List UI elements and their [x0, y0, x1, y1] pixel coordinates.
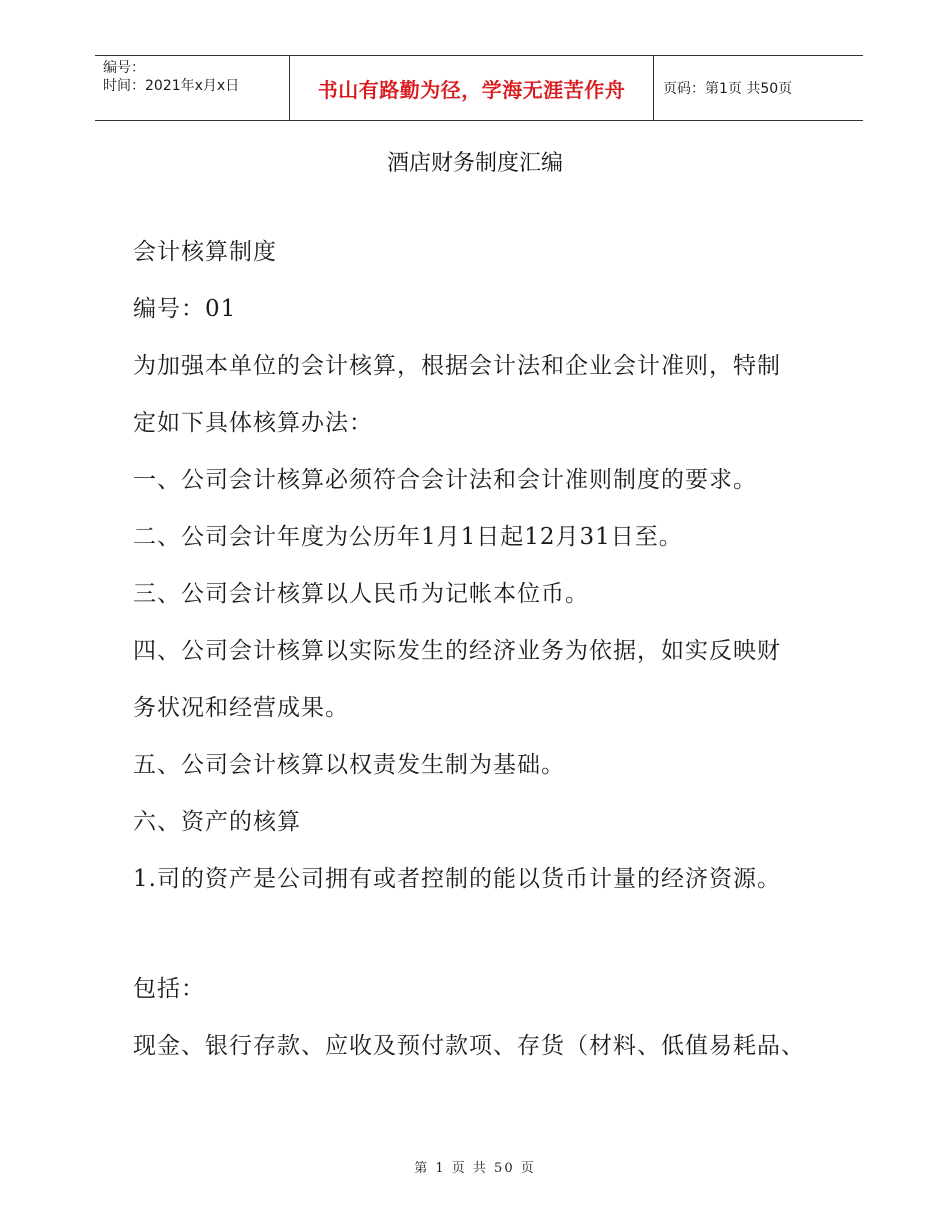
- clause-6-item-1: 1.司的资产是公司拥有或者控制的能以货币计量的经济资源。: [133, 866, 781, 892]
- page-header: [95, 55, 863, 121]
- document-number: 编号：01: [133, 296, 237, 322]
- clause-3: 三、公司会计核算以人民币为记帐本位币。: [133, 581, 589, 607]
- time-label: 时间：2021年x月x日: [103, 78, 240, 94]
- clause-6: 六、资产的核算: [133, 809, 301, 835]
- header-meta: [95, 56, 290, 120]
- clause-4: 四、公司会计核算以实际发生的经济业务为依据，如实反映财: [133, 638, 781, 664]
- clause-2: 二、公司会计年度为公历年1月1日起12月31日至。: [133, 524, 683, 550]
- header-page-info: 页码：第1页 共50页: [663, 81, 793, 97]
- paragraph-line: 为加强本单位的会计核算，根据会计法和企业会计准则，特制: [133, 353, 781, 379]
- section-heading: 会计核算制度: [133, 239, 277, 265]
- document-body: [133, 232, 833, 1083]
- paragraph-line: 包括：: [133, 976, 205, 1002]
- header-motto: 书山有路勤为径，学海无涯苦作舟: [290, 56, 654, 120]
- clause-1: 一、公司会计核算必须符合会计法和会计准则制度的要求。: [133, 467, 757, 493]
- clause-5: 五、公司会计核算以权责发生制为基础。: [133, 752, 565, 778]
- clause-4-continued: 务状况和经营成果。: [133, 695, 349, 721]
- paragraph-line: 定如下具体核算办法：: [133, 410, 373, 436]
- number-label: 编号：: [103, 60, 145, 76]
- paragraph-gap: [133, 916, 833, 969]
- document-title: 酒店财务制度汇编: [386, 151, 563, 176]
- paragraph-line: 现金、银行存款、应收及预付款项、存货（材料、低值易耗品、: [133, 1033, 805, 1059]
- page-footer: 第 1 页 共 50 页: [414, 1161, 536, 1176]
